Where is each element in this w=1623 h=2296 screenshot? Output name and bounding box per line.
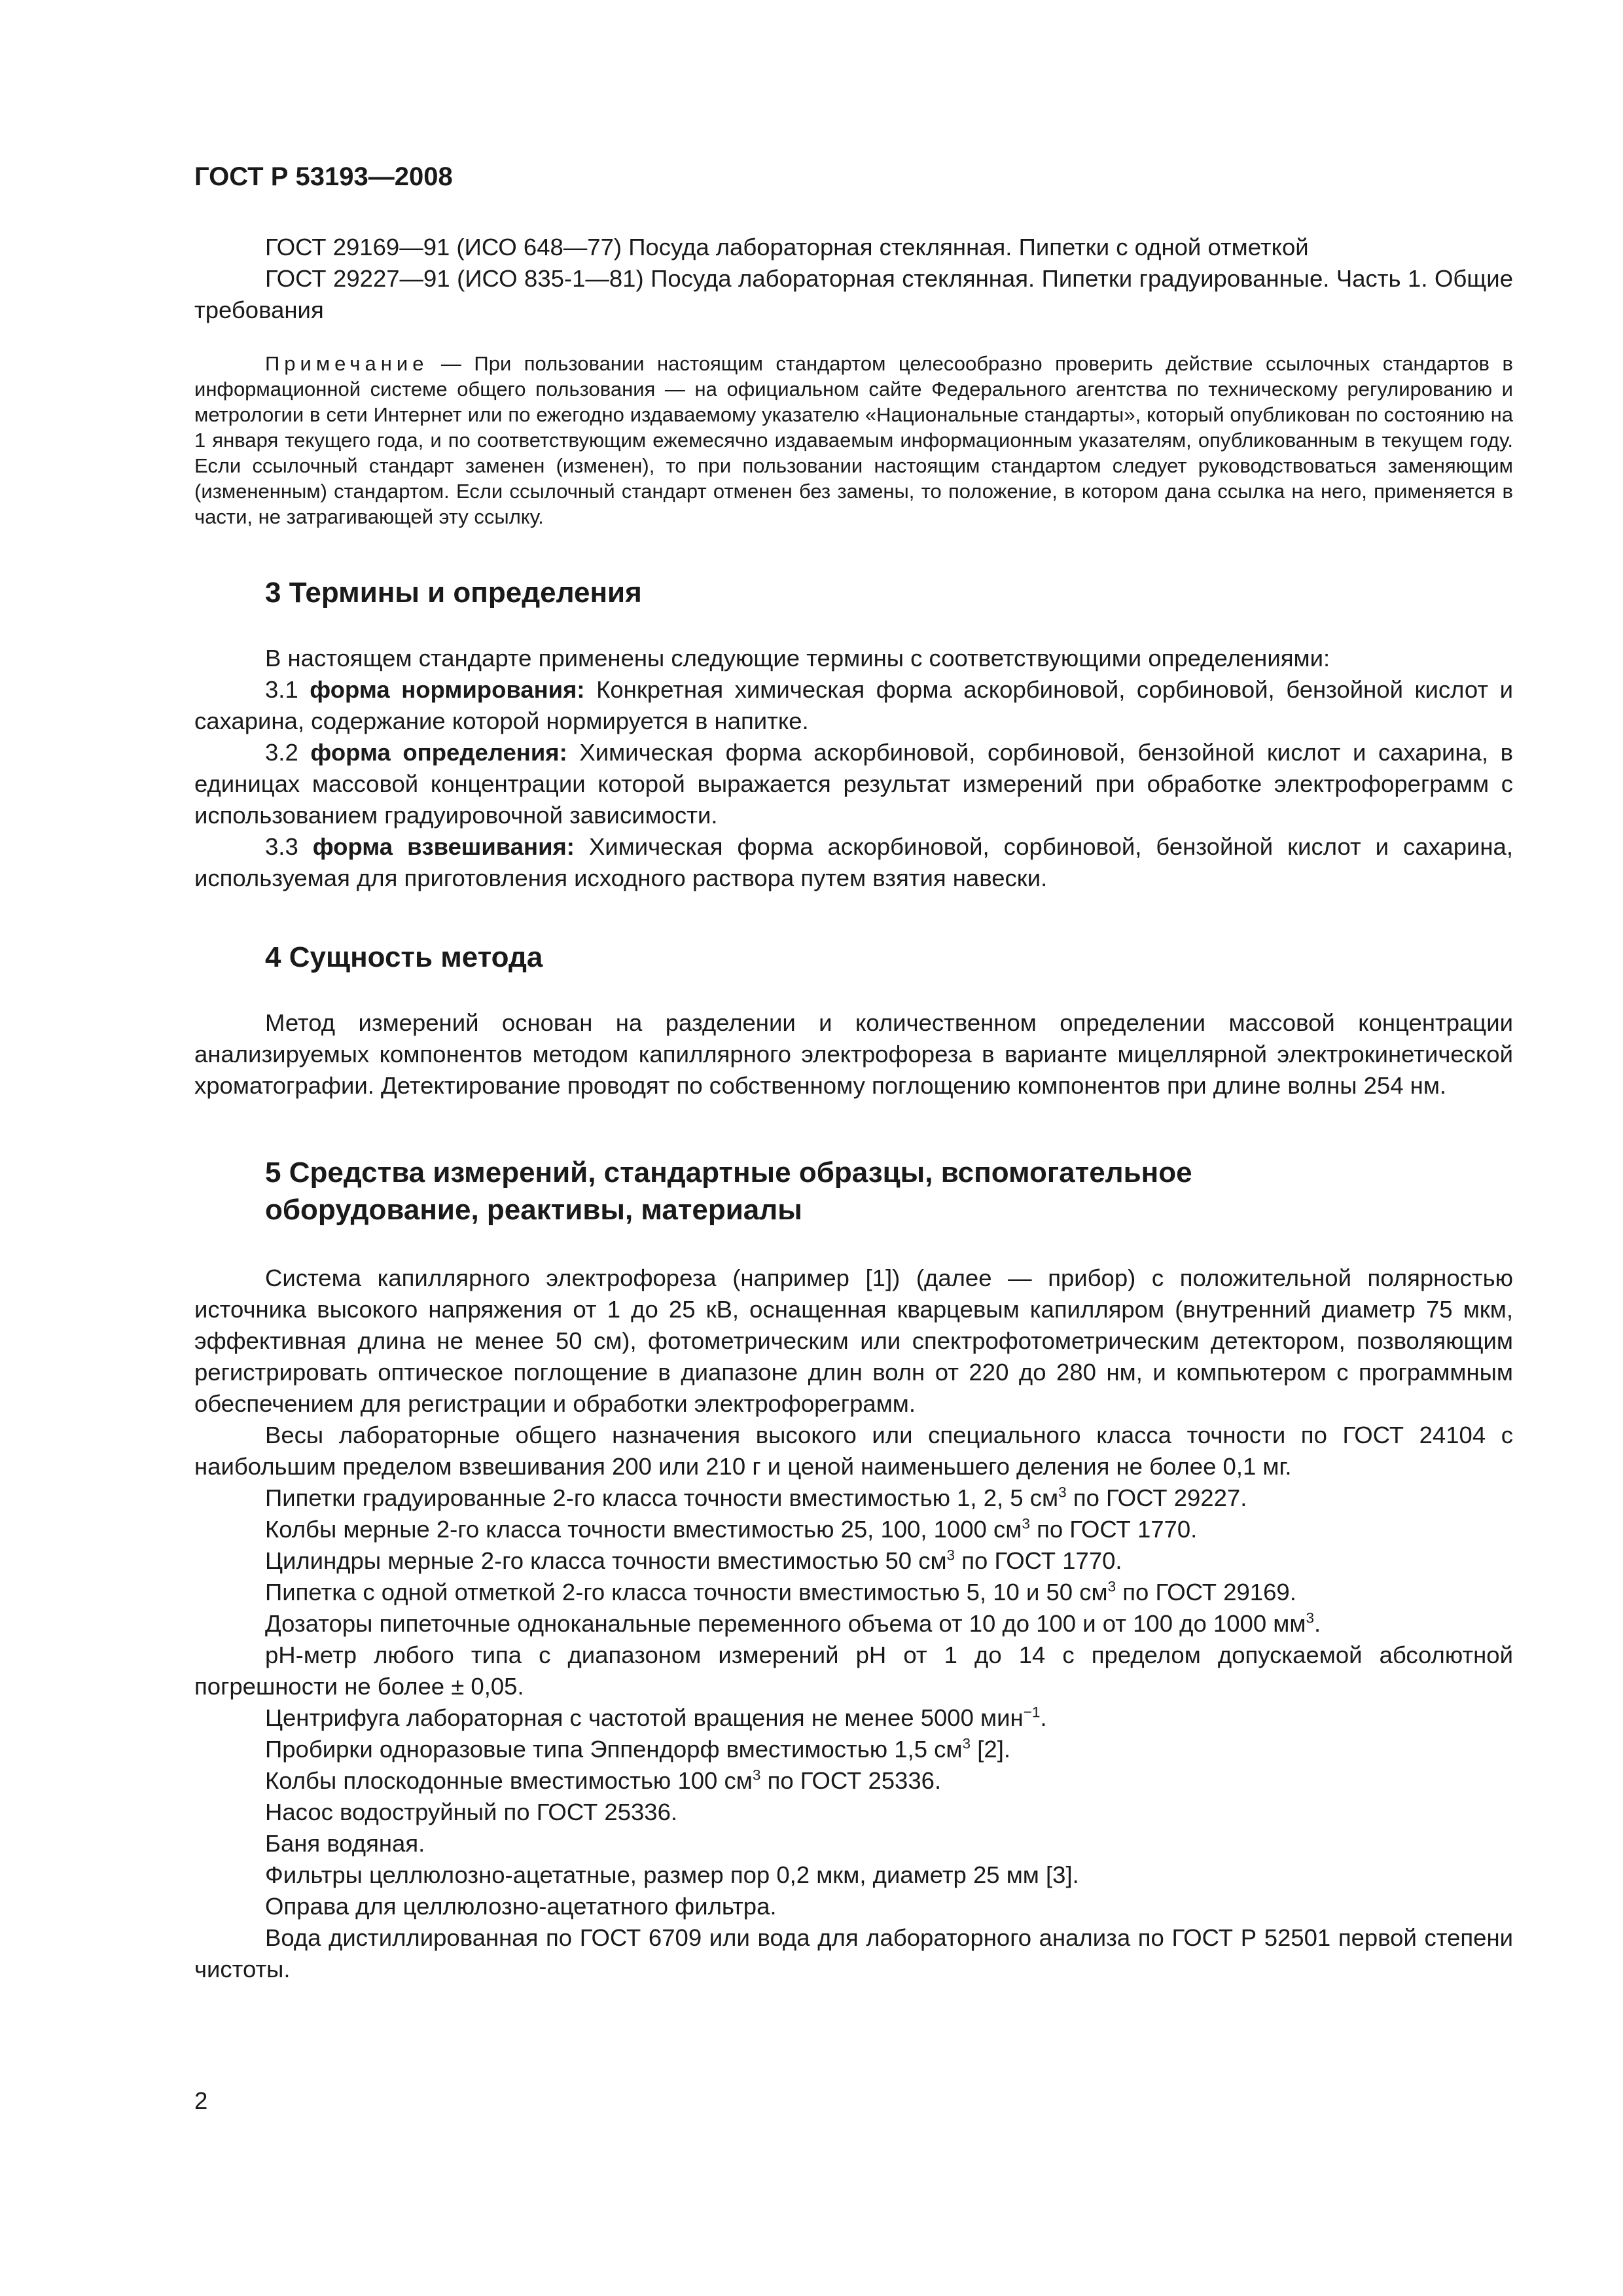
reference-gost-29227: ГОСТ 29227—91 (ИСО 835-1—81) Посуда лабораторная стеклянная. Пипетки градуированные. Часть 1. Общие требования: [194, 265, 1513, 323]
equipment-volumetric-flasks: [194, 1514, 1513, 1545]
equipment-water-pump: Насос водоструйный по ГОСТ 25336.: [265, 1799, 678, 1825]
item-text: по ГОСТ 29227.: [1066, 1484, 1247, 1511]
term-3-2: [194, 737, 1513, 831]
superscript: 3: [1058, 1484, 1067, 1501]
equipment-filters: Фильтры целлюлозно-ацетатные, размер пор 0,2 мкм, диаметр 25 мм [3].: [265, 1861, 1079, 1888]
item-text: Пипетки градуированные 2-го класса точности вместимостью 1, 2, 5 см: [265, 1484, 1059, 1511]
section-5-heading: [265, 1154, 1513, 1229]
section-3-heading: 3 Термины и определения: [265, 577, 642, 609]
item-text: Пробирки одноразовые типа Эппендорф вместимостью 1,5 см: [265, 1736, 963, 1763]
superscript: 3: [752, 1767, 761, 1784]
term-name: форма взвешивания:: [312, 833, 575, 860]
superscript: 3: [1306, 1609, 1315, 1626]
term-name: форма нормирования:: [310, 676, 585, 703]
term-definition: Конкретная химическая форма аскорбиновой, сорбиновой, бензойной кислот и сахарина, содержание которой нормируется в напитке.: [194, 676, 1514, 734]
item-text: .: [1314, 1610, 1321, 1637]
section-4-text: Метод измерений основан на разделении и количественном определении массовой концентрации анализируемых компонентов методом капиллярного электрофореза в варианте мицеллярной электрокинетической хроматографии. Детектирование проводят по собственному поглощению компонентов при длине волны 254 нм.: [194, 1009, 1513, 1099]
equipment-graduated-pipettes: [194, 1482, 1513, 1514]
equipment-filter-holder: Оправа для целлюлозно-ацетатного фильтра.: [265, 1893, 777, 1920]
reference-gost-29169: ГОСТ 29169—91 (ИСО 648—77) Посуда лабораторная стеклянная. Пипетки с одной отметкой: [265, 234, 1309, 260]
equipment-electrophoresis-system: Система капиллярного электрофореза (например [1]) (далее — прибор) с положительной полярностью источника высокого напряжения от 1 до 25 кВ, оснащенная кварцевым капилляром (внутренний диаметр 75 мкм, эффективная длина не менее 50 см), фотометрическим или спектрофотометрическим детектором, позволяющим регистрировать оптическое поглощение в диапазоне длин волн от 220 до 280 нм, и компьютером с программным обеспечением для регистрации и обработки электрофореграмм.: [194, 1265, 1513, 1417]
document-code-header: ГОСТ Р 53193—2008: [194, 162, 453, 191]
superscript: −1: [1023, 1704, 1041, 1721]
section-4-heading: 4 Сущность метода: [265, 941, 543, 973]
section-5-heading-line-1: 5 Средства измерений, стандартные образцы, вспомогательное: [265, 1157, 1192, 1189]
item-text: Центрифуга лабораторная с частотой вращения не менее 5000 мин: [265, 1704, 1024, 1731]
section-3-intro: В настоящем стандарте применены следующие термины с соответствующими определениями:: [265, 645, 1330, 672]
equipment-distilled-water: Вода дистиллированная по ГОСТ 6709 или вода для лабораторного анализа по ГОСТ Р 52501 первой степени чистоты.: [194, 1924, 1513, 1982]
item-text: Колбы плоскодонные вместимостью 100 см: [265, 1767, 753, 1794]
superscript: 3: [946, 1547, 955, 1564]
term-3-1: [194, 674, 1513, 737]
equipment-eppendorf-tubes: [194, 1734, 1513, 1765]
equipment-cylinders: [194, 1545, 1513, 1577]
item-text: Цилиндры мерные 2-го класса точности вместимостью 50 см: [265, 1547, 947, 1574]
note-label: Примечание: [265, 352, 429, 375]
item-text: по ГОСТ 25336.: [760, 1767, 942, 1794]
note-paragraph: [194, 351, 1513, 529]
term-number: 3.3: [265, 833, 313, 860]
item-text: по ГОСТ 1770.: [1029, 1516, 1198, 1543]
page-number: 2: [194, 2087, 208, 2114]
item-text: .: [1040, 1704, 1047, 1731]
equipment-flat-bottom-flasks: [194, 1765, 1513, 1797]
equipment-ph-meter: рН-метр любого типа с диапазоном измерений рН от 1 до 14 с пределом допускаемой абсолютной погрешности не более ± 0,05.: [194, 1641, 1513, 1700]
item-text: по ГОСТ 1770.: [955, 1547, 1122, 1574]
item-text: Дозаторы пипеточные одноканальные переменного объема от 10 до 100 и от 100 до 1000 мм: [265, 1610, 1306, 1637]
term-definition: Химическая форма аскорбиновой, сорбиновой, бензойной кислот и сахарина, в единицах массовой концентрации которой выражается результат измерений при обработке электрофореграмм с использованием градуировочной зависимости.: [194, 739, 1513, 829]
item-text: [2].: [971, 1736, 1010, 1763]
equipment-dispensers: [194, 1608, 1513, 1640]
item-text: по ГОСТ 29169.: [1116, 1579, 1296, 1605]
term-name: форма определения:: [310, 739, 567, 766]
term-number: 3.2: [265, 739, 311, 766]
item-text: Колбы мерные 2-го класса точности вместимостью 25, 100, 1000 см: [265, 1516, 1022, 1543]
item-text: Пипетка с одной отметкой 2-го класса точности вместимостью 5, 10 и 50 см: [265, 1579, 1108, 1605]
equipment-water-bath: Баня водяная.: [265, 1830, 425, 1857]
equipment-centrifuge: [194, 1702, 1513, 1734]
term-number: 3.1: [265, 676, 310, 703]
term-3-3: [194, 831, 1513, 894]
equipment-scales: Весы лабораторные общего назначения высокого или специального класса точности по ГОСТ 24104 с наибольшим пределом взвешивания 200 или 210 г и ценой наименьшего деления не более 0,1 мг.: [194, 1422, 1513, 1480]
superscript: 3: [1022, 1515, 1030, 1532]
equipment-single-mark-pipette: [194, 1577, 1513, 1608]
term-definition: Химическая форма аскорбиновой, сорбиновой, бензойной кислот и сахарина, используемая для приготовления исходного раствора путем взятия навески.: [194, 833, 1513, 891]
section-5-heading-line-2: оборудование, реактивы, материалы: [265, 1194, 802, 1226]
note-text: — При пользовании настоящим стандартом целесообразно проверить действие ссылочных стандартов в информационной системе общего пользования — на официальном сайте Федерального агентства по техническому регулированию и метрологии в сети Интернет или по ежегодно издаваемому указателю «Национальные стандарты», который опубликован по состоянию на 1 января текущего года, и по соответствующим ежемесячно издаваемым информационным указателям, опубликованным в текущем году. Если ссылочный стандарт заменен (изменен), то при пользовании настоящим стандартом следует руководствоваться заменяющим (измененным) стандартом. Если ссылочный стандарт отменен без замены, то положение, в котором дана ссылка на него, применяется в части, не затрагивающей эту ссылку.: [194, 352, 1513, 528]
superscript: 3: [962, 1735, 971, 1752]
superscript: 3: [1107, 1578, 1116, 1595]
document-page: [194, 160, 1513, 1985]
